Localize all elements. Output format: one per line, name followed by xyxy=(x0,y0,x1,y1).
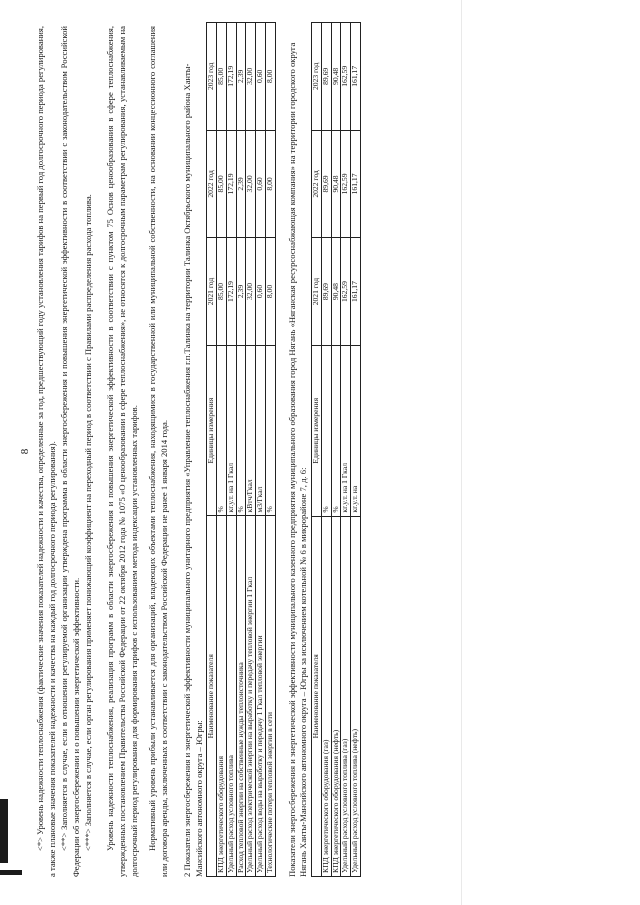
table2-row2-2022: 162,59 xyxy=(341,130,351,238)
table1-row2-2023: 2,39 xyxy=(236,23,246,131)
table2-row3-unit: кг.у.т. на xyxy=(351,345,361,516)
table2-header-name: Наименование показателя xyxy=(312,516,322,876)
table1-row5-2022: 8,00 xyxy=(265,130,275,238)
table1-row5-2023: 8,00 xyxy=(265,23,275,131)
table1-row4-2021: 0,60 xyxy=(256,238,266,346)
table1-row1-unit: кг.у.т. на 1 Гкал xyxy=(226,345,236,516)
table1-row2-unit: % xyxy=(236,345,246,516)
table2-header-2023: 2023 год xyxy=(312,23,322,131)
table2-header-2022: 2022 год xyxy=(312,130,322,238)
page-number: 8 xyxy=(19,448,31,455)
table1-row5-unit: % xyxy=(265,345,275,516)
table2-row0-2022: 89,69 xyxy=(321,130,331,238)
table2-row0-2021: 89,69 xyxy=(321,238,331,346)
table1-header-2022: 2022 год xyxy=(207,130,217,238)
table2-row3-2022: 161,17 xyxy=(351,130,361,238)
table1-row3-2021: 32,00 xyxy=(246,238,256,346)
table1-row0-2023: 85,00 xyxy=(217,23,227,131)
table2-title: Показатели энергосбережения и энергетической эффективности муниципального казенного предприятия муниципального образования город Нягань «Няганская ресурсоснабжающая компания» на территории городского округа Нягань Ханты-Мансийского автономного округа – Югры за исключением котельной № 6 в микрорайоне 7, д. 6: xyxy=(286,42,309,877)
table1-row5-2021: 8,00 xyxy=(265,238,275,346)
table2-row2-unit: кг.у.т. на 1 Гкал xyxy=(341,345,351,516)
table1-row3-unit: кВтч/Гкал xyxy=(246,345,256,516)
table1-header-name: Наименование показателя xyxy=(207,516,217,877)
table1-title: 2 Показатели энергосбережения и энергетической эффективности муниципального унитарного предприятия «Управление теплоснабжения г.п.Талинка на территории Талинка Октябрьского муниципального района Ханты-Мансийского автономного округа – Югры: xyxy=(181,63,204,877)
table-row xyxy=(351,23,361,877)
table2-row2-2021: 162,59 xyxy=(341,238,351,346)
table2 xyxy=(311,22,361,877)
table1-row3-2023: 32,00 xyxy=(246,23,256,131)
table1-row1-2021: 172,19 xyxy=(226,238,236,346)
footnote-2: <**> Заполняется в случае, если в отношении регулируемой организации утверждена программа в области энергосбережения и повышения энергетической эффективности в соответствии с законодательством Российской Федерации об энергосбережении и о повышении энергетической эффективности. xyxy=(58,26,81,877)
table2-row3-name: Удельный расход условного топлива (нефть) xyxy=(351,516,361,876)
table2-header-2021: 2021 год xyxy=(312,238,322,346)
table1-row1-2022: 172,19 xyxy=(226,130,236,238)
table1-row0-unit: % xyxy=(217,345,227,516)
paragraph-reliability: Уровень надежности теплоснабжения, реализация программ в области энергосбережения и повышения энергетической эффективности в соответствии с пунктом 75 Основ ценообразования в сфере теплоснабжения, утвержденных постановлением Правительства Российской Федерации от 22 октября 2012 года № 1075 «О ценообразовании в сфере теплоснабжения», не относятся к долгосрочным параметрам регулирования, устанавливаемым на долгосрочный период регулирования для формирования тарифов с использованием метода индексации установленных тарифов. xyxy=(105,26,140,877)
table1 xyxy=(206,22,275,877)
table1-header-2023: 2023 год xyxy=(207,23,217,131)
table1-row3-2022: 32,00 xyxy=(246,130,256,238)
scan-edge-mark xyxy=(0,799,8,863)
table1-row1-name: Удельный расход условного топлива xyxy=(226,516,236,877)
table-row xyxy=(217,23,227,877)
table2-row1-2023: 90,48 xyxy=(331,23,341,131)
table2-row1-2022: 90,48 xyxy=(331,130,341,238)
table1-header-row xyxy=(207,23,217,877)
paragraph-profit: Нормативный уровень прибыли устанавливается для организаций, владеющих объектами теплоснабжения, находящимися в государственной или муниципальной собственности, на основании концессионного соглашения или договора аренды, заключенных в соответствии с законодательством Российской Федерации не ранее 1 января 2014 года. xyxy=(147,26,169,877)
table1-row0-2022: 85,00 xyxy=(217,130,227,238)
table1-row3-name: Удельный расход электрической энергии на выработку и передачу тепловой энергии 1 Гкал xyxy=(246,516,256,877)
table1-row0-name: КПД энергетического оборудования xyxy=(217,516,227,877)
table2-row3-2023: 161,17 xyxy=(351,23,361,131)
table2-row3-2021: 161,17 xyxy=(351,238,361,346)
table-row xyxy=(226,23,236,877)
table1-row5-name: Технологические потери тепловой энергии в сети xyxy=(265,516,275,877)
table-row xyxy=(321,23,331,877)
table2-row1-2021: 90,48 xyxy=(331,238,341,346)
scan-fold-line xyxy=(461,0,462,905)
table2-row0-name: КПД энергетического оборудования (газ) xyxy=(321,516,331,876)
table-row xyxy=(256,23,266,877)
table1-row4-name: Удельный расход воды на выработку и передачу 1 Гкал тепловой энергии xyxy=(256,516,266,877)
table1-row4-2023: 0,60 xyxy=(256,23,266,131)
footnote-3: <***> Заполняется в случае, если орган регулирования применяет понижающий коэффициент на переходный период в соответствии с Правилами распределения расхода топлива. xyxy=(82,194,93,851)
table1-row4-2022: 0,60 xyxy=(256,130,266,238)
table-row xyxy=(265,23,275,877)
table1-header-unit: Единицы измерения xyxy=(207,345,217,516)
table1-header-2021: 2021 год xyxy=(207,238,217,346)
table2-header-row xyxy=(312,23,322,877)
table2-row2-name: Удельный расход условного топлива (газ) xyxy=(341,516,351,876)
table1-row4-unit: м3/Гкал xyxy=(256,345,266,516)
footnote-1: <*> Уровень надежности теплоснабжения (фактические значения показателей надежности и качества, определенные за год, предшествующий году установления тарифов на первый год долгосрочного периода регулирования, а также плановые значения показателей надежности и качества на каждый год долгосрочного периода регулирования). xyxy=(35,26,58,877)
table2-row0-2023: 89,69 xyxy=(321,23,331,131)
table1-row0-2021: 85,00 xyxy=(217,238,227,346)
scan-edge-mark-bottom xyxy=(0,870,22,875)
table1-row1-2023: 172,19 xyxy=(226,23,236,131)
table2-row1-name: КПД энергетического оборудования (нефть) xyxy=(331,516,341,876)
table2-row0-unit: % xyxy=(321,345,331,516)
table2-row2-2023: 162,59 xyxy=(341,23,351,131)
table2-row1-unit: % xyxy=(331,345,341,516)
table1-row2-2022: 2,39 xyxy=(236,130,246,238)
table1-row2-name: Расход тепловой энергии на собственные нужды теплоисточника xyxy=(236,516,246,877)
table1-row2-2021: 2,39 xyxy=(236,238,246,346)
table2-header-unit: Единицы измерения xyxy=(312,345,322,516)
